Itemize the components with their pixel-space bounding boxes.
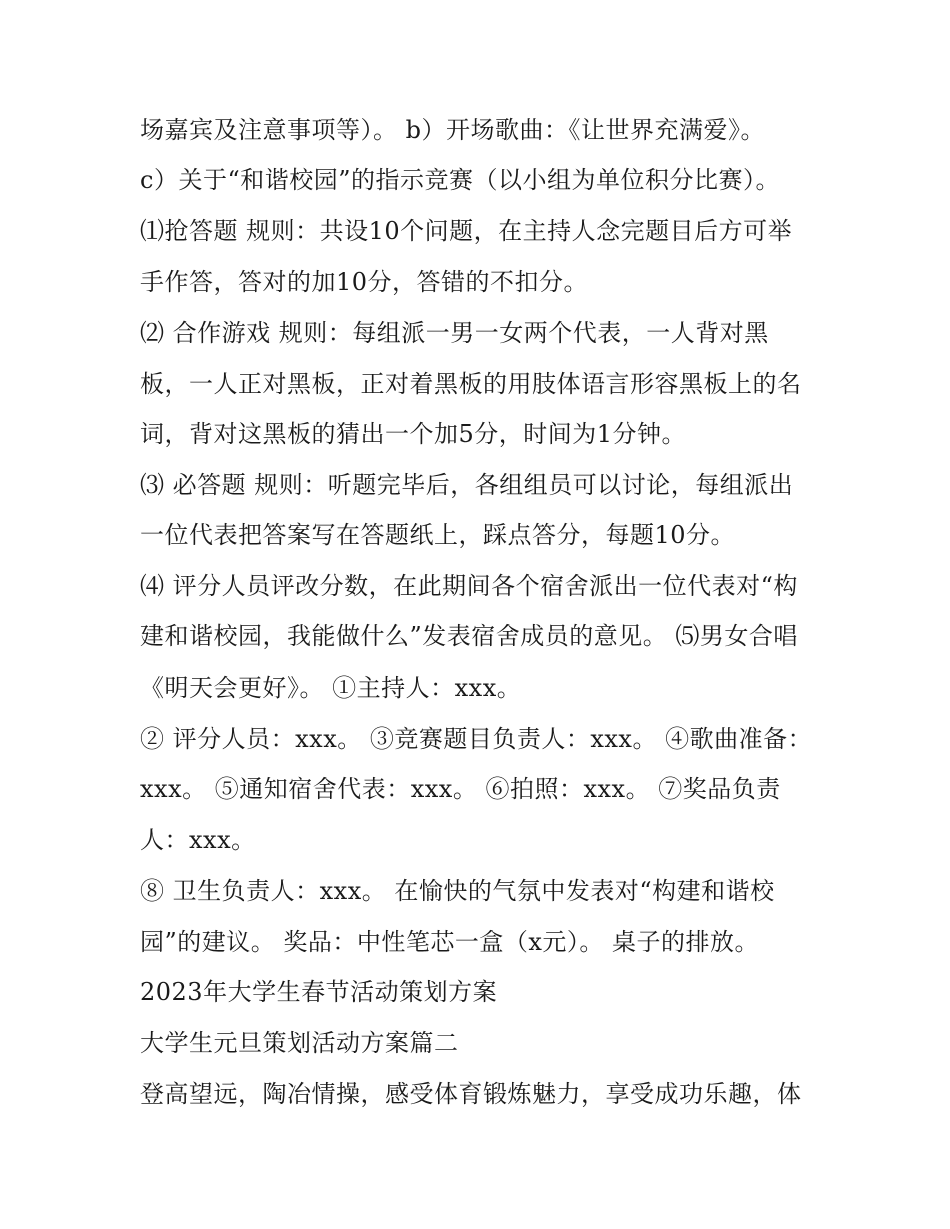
text-line-9: 一位代表把答案写在答题纸上，踩点答分，每题10分。 <box>140 521 736 549</box>
text-line-1: 场嘉宾及注意事项等）。 b）开场歌曲：《让世界充满爱》。 <box>140 116 765 144</box>
text-line-4: 手作答，答对的加10分，答错的不扣分。 <box>140 268 589 296</box>
text-line-10: ⑷ 评分人员评改分数，在此期间各个宿舍派出一位代表对“构 <box>140 572 798 600</box>
section-heading-1: 2023年大学生春节活动策划方案 <box>140 978 498 1006</box>
text-line-20: 登高望远，陶冶情操，感受体育锻炼魅力，享受成功乐趣，体 <box>140 1080 802 1108</box>
text-line-13: ② 评分人员：xxx。 ③竞赛题目负责人：xxx。 ④歌曲准备： <box>140 725 813 753</box>
text-line-17: 园”的建议。 奖品：中性笔芯一盒（x元）。 桌子的排放。 <box>140 928 760 956</box>
text-line-3: ⑴抢答题 规则：共设10个问题，在主持人念完题目后方可举 <box>140 217 793 245</box>
text-line-6: 板，一人正对黑板，正对着黑板的用肢体语言形容黑板上的名 <box>140 370 802 398</box>
text-line-2: c）关于“和谐校园”的指示竞赛（以小组为单位积分比赛）。 <box>140 166 780 194</box>
text-line-7: 词，背对这黑板的猜出一个加5分，时间为1分钟。 <box>140 420 687 448</box>
text-line-8: ⑶ 必答题 规则：听题完毕后，各组组员可以讨论，每组派出 <box>140 471 794 499</box>
section-heading-2: 大学生元旦策划活动方案篇二 <box>140 1029 459 1057</box>
text-line-15: 人：xxx。 <box>140 826 256 854</box>
text-line-12: 《明天会更好》。 ①主持人：xxx。 <box>140 674 522 702</box>
text-line-5: ⑵ 合作游戏 规则：每组派一男一女两个代表，一人背对黑 <box>140 319 769 347</box>
text-line-16: ⑧ 卫生负责人：xxx。 在愉快的气氛中发表对“构建和谐校 <box>140 877 775 905</box>
text-line-14: xxx。 ⑤通知宿舍代表：xxx。 ⑥拍照：xxx。 ⑦奖品负责 <box>140 775 781 803</box>
text-line-11: 建和谐校园，我能做什么”发表宿舍成员的意见。 ⑸男女合唱 <box>140 622 798 650</box>
